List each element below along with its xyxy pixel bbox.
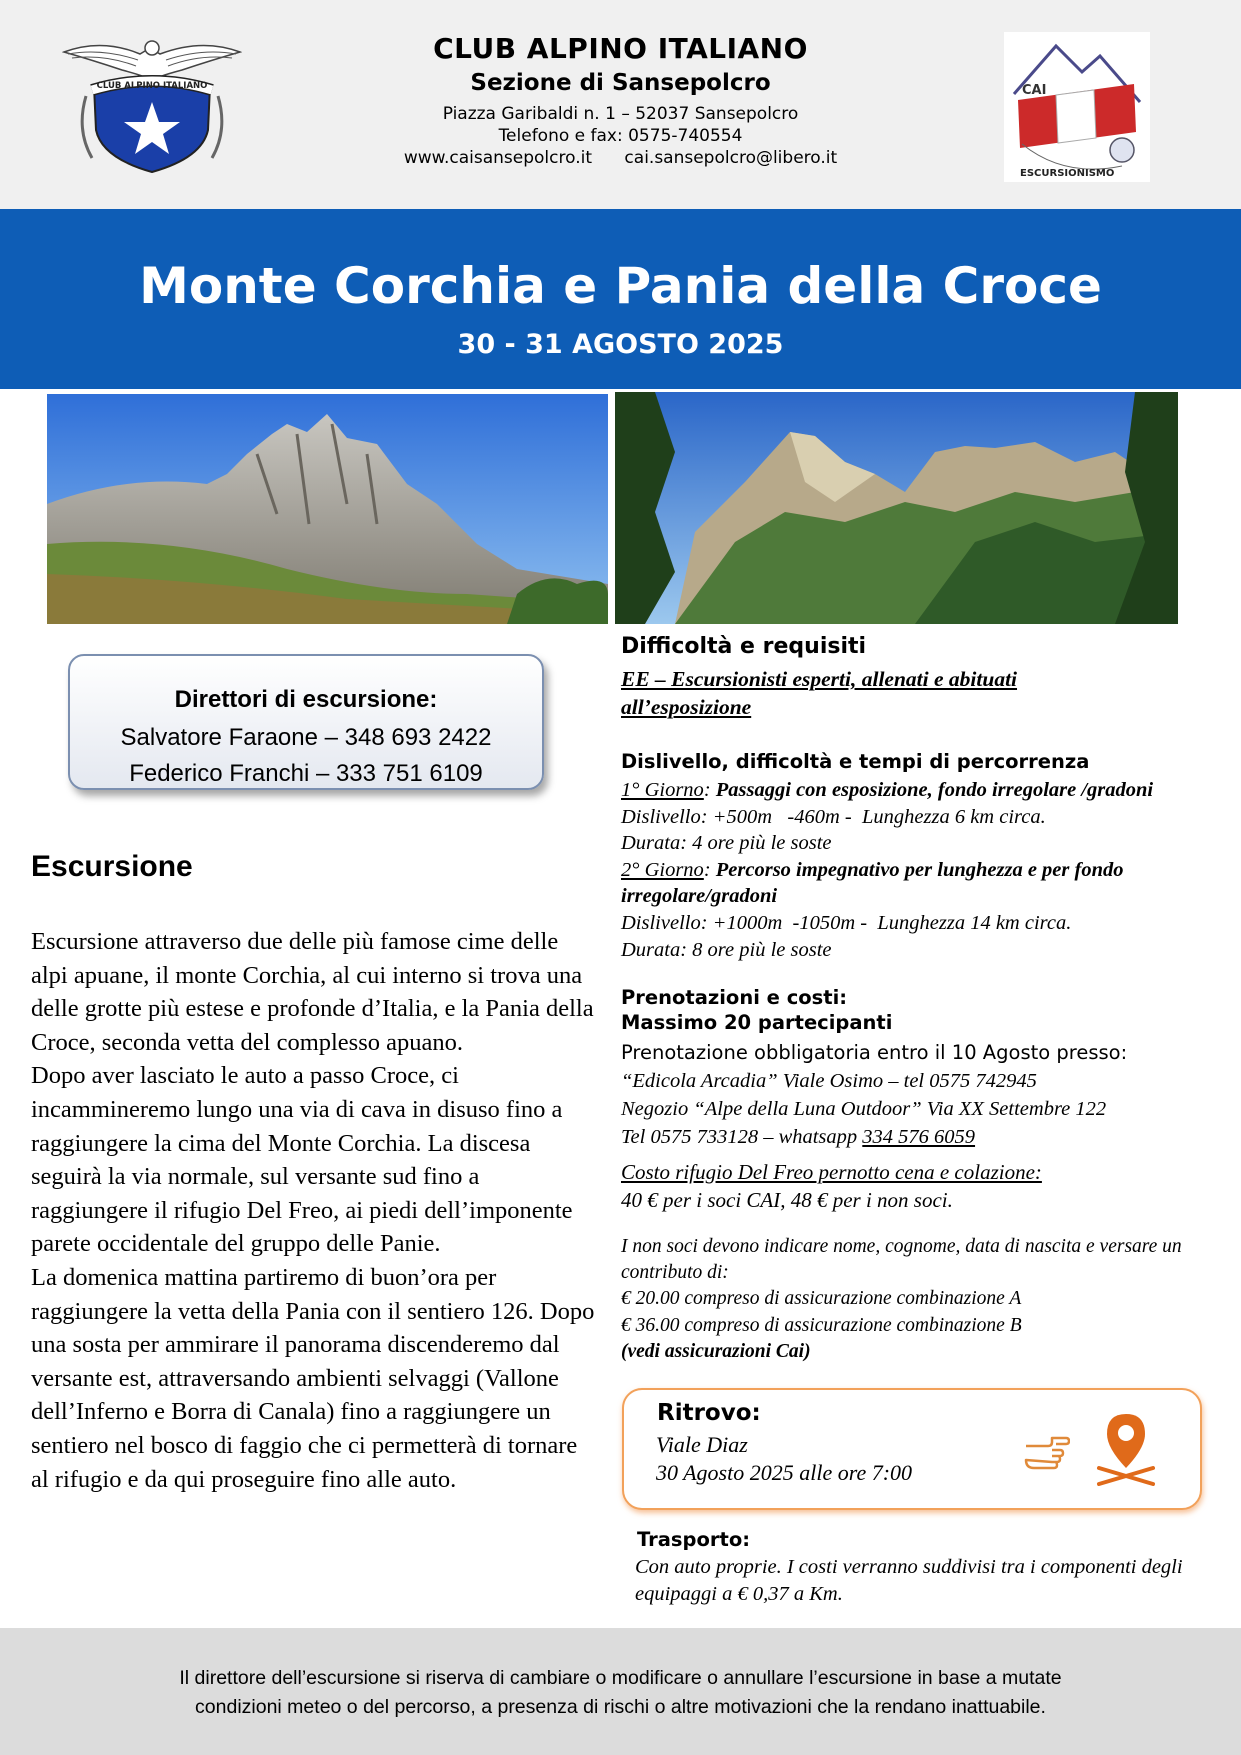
costo-block [621,1158,1231,1214]
trasporto-text: Con auto proprie. I costi verranno suddivisi tra i componenti degli equipaggi a € 0,37 a Km. [635,1556,1183,1605]
logo-left-text: CLUB ALPINO ITALIANO [96,81,208,91]
org-name: CLUB ALPINO ITALIANO [433,32,808,65]
ritrovo-time: 30 Agosto 2025 alle ore 7:00 [656,1460,913,1485]
ritrovo-place: Viale Diaz [656,1432,748,1457]
escursione-body [31,925,597,1496]
nonsoci-block [621,1234,1231,1365]
prenotazioni-place-1: “Edicola Arcadia” Viale Osimo – tel 0575 742945 [621,1070,1037,1092]
footer-line-1: Il direttore dell’escursione si riserva di cambiare o modificare o annullare l’escursione in base a mutate [179,1667,1062,1689]
costo-value: 40 € per i soci CAI, 48 € per i non soci. [621,1188,953,1212]
escursione-paragraph-3: La domenica mattina partiremo di buon’ora per raggiungere la vetta della Pania con il sentiero 126. Dopo una sosta per ammirare il panorama discenderemo dal versante est, attraversando ambienti selvaggi (Vallone dell’Inferno e Borra di Canala) fino a raggiungere un sentiero nel bosco di faggio che ci permetterà di tornare al rifugio e da qui proseguire fino alle auto. [31,1263,595,1493]
photo-pania-della-croce [615,392,1178,624]
pointing-hand-icon [1022,1432,1070,1472]
ritrovo-box [622,1388,1202,1510]
nonsoci-intro: I non soci devono indicare nome, cognome, data di nascita e versare un contributo di: [621,1236,1182,1284]
costo-label: Costo rifugio Del Freo pernotto cena e colazione: [621,1160,1042,1184]
prenotazioni-body [621,1039,1231,1151]
logo-right-top-text: CAI [1022,83,1047,98]
day1-label: 1° Giorno [621,779,704,801]
header [0,0,1241,209]
logo-right-bottom-text: ESCURSIONISMO [1020,168,1115,179]
difficolta-title: Difficoltà e requisiti [621,634,867,659]
trasporto-title: Trasporto: [637,1528,751,1551]
footer-line-2: condizioni meteo o del percorso, a presenza di rischi o altre motivazioni che la rendano inattuabile. [195,1696,1046,1718]
dislivello-title: Dislivello, difficoltà e tempi di percorrenza [621,750,1090,773]
footer [0,1628,1241,1755]
director-2: Federico Franchi – 333 751 6109 [129,760,483,787]
photo-monte-corchia [47,394,608,624]
directors-title: Direttori di escursione: [174,686,438,713]
escursione-paragraph-2: Dopo aver lasciato le auto a passo Croce, ci incammineremo lungo una via di cava in disuso fino a raggiungere la cima del Monte Corchia. La discesa seguirà la via normale, sul versante sud fino a raggiungere il rifugio Del Freo, ai piedi dell’imponente parete occidentale del gruppo delle Panie. [31,1062,573,1258]
phone: Telefono e fax: 0575-740554 [498,126,743,146]
escursione-title: Escursione [31,850,193,883]
event-title: Monte Corchia e Pania della Croce [139,257,1102,315]
section-name: Sezione di Sansepolcro [470,70,771,96]
day2-duration: Durata: 8 ore più le soste [621,938,832,961]
whatsapp-number[interactable]: 334 576 6059 [862,1126,976,1148]
prenotazioni-tel: Tel 0575 733128 – whatsapp [621,1126,863,1148]
nonsoci-note: (vedi assicurazioni Cai) [621,1340,811,1362]
prenotazioni-place-2: Negozio “Alpe della Luna Outdoor” Via XX Settembre 122 [621,1098,1107,1120]
location-pin-icon [1091,1410,1161,1490]
director-1: Salvatore Faraone – 348 693 2422 [120,724,492,751]
day2-desc: Percorso impegnativo per lunghezza e per fondo irregolare/gradoni [621,858,1124,908]
web-email[interactable]: www.caisansepolcro.it cai.sansepolcro@libero.it [403,148,838,168]
day1-duration: Durata: 4 ore più le soste [621,832,832,855]
prenotazioni-header [621,985,892,1035]
directors-box [68,654,544,790]
day2-stats: Dislivello: +1000m -1050m - Lunghezza 14 km circa. [621,911,1072,934]
address: Piazza Garibaldi n. 1 – 52037 Sansepolcro [442,104,799,124]
dislivello-body: 1° Giorno: Passaggi con esposizione, fondo irregolare /gradoni Dislivello: +500m -460m - Lunghezza 6 km circa. Durata: 4 ore più le soste 2° Giorno: Percorso impegnativo per lunghezza e per fondo irregolare/gradoni Dislivello: +1000m -1050m - Lunghezza 14 km circa. Durata: 8 ore più le soste [621,777,1231,963]
difficolta-level: EE – Escursionisti esperti, allenati e abituati all’esposizione [621,667,1018,719]
prenotazioni-title: Prenotazioni e costi: [621,986,848,1009]
cai-escursionismo-logo [1004,32,1150,182]
footer-disclaimer [0,1664,1241,1722]
day2-label: 2° Giorno [621,858,704,881]
prenotazioni-deadline: Prenotazione obbligatoria entro il 10 Agosto presso: [621,1041,1128,1064]
prenotazioni-max: Massimo 20 partecipanti [621,1011,893,1034]
title-banner [0,209,1241,389]
day1-desc: Passaggi con esposizione, fondo irregolare /gradoni [715,779,1154,801]
nonsoci-a: € 20.00 compreso di assicurazione combinazione A [621,1288,1022,1310]
nonsoci-b: € 36.00 compreso di assicurazione combinazione B [621,1314,1022,1336]
day1-stats: Dislivello: +500m -460m - Lunghezza 6 km circa. [621,805,1046,828]
ritrovo-title: Ritrovo: [657,1400,761,1426]
escursione-paragraph-1: Escursione attraverso due delle più famose cime delle alpi apuane, il monte Corchia, al cui interno si trova una delle grotte più estese e profonde d’Italia, e la Pania della Croce, seconda vetta del complesso apuano. [31,928,594,1056]
event-date: 30 - 31 AGOSTO 2025 [457,329,784,360]
